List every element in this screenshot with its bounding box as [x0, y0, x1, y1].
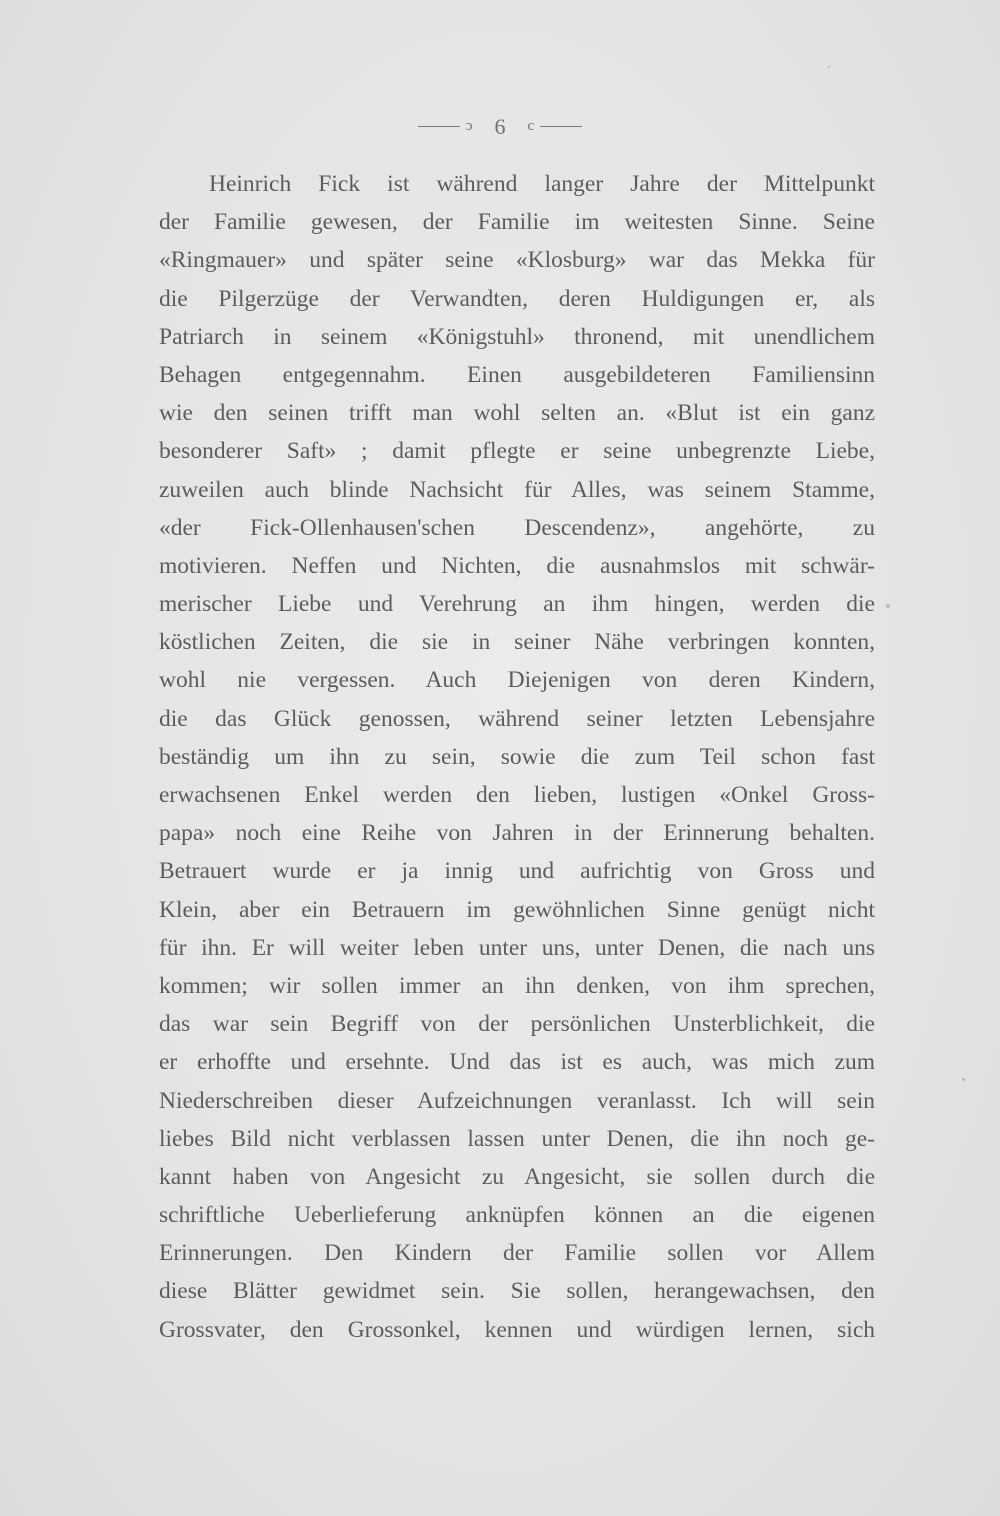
text-line: Betrauert wurde er ja innig und aufrichtig von Gross und [159, 858, 875, 885]
right-ornament: c [527, 118, 535, 135]
text-line: kannt haben von Angesicht zu Angesicht, sie sollen durch die [159, 1163, 875, 1190]
text-line: der Familie gewesen, der Familie im weitesten Sinne. Seine [159, 209, 875, 236]
text-line: das war sein Begriff von der persönlichen Unsterblichkeit, die [159, 1011, 875, 1038]
text-line: wie den seinen trifft man wohl selten an. «Blut ist ein ganz [159, 400, 875, 427]
text-line: merischer Liebe und Verehrung an ihm hingen, werden die [159, 591, 875, 618]
text-line: schriftliche Ueberlieferung anknüpfen können an die eigenen [159, 1202, 875, 1229]
text-line: wohl nie vergessen. Auch Diejenigen von deren Kindern, [159, 667, 875, 694]
text-line: die Pilgerzüge der Verwandten, deren Huldigungen er, als [159, 285, 875, 312]
text-line: Heinrich Fick ist während langer Jahre der Mittelpunkt [209, 171, 875, 197]
page-number: 6 [494, 113, 506, 139]
paper-speck [886, 604, 890, 608]
text-line: beständig um ihn zu sein, sowie die zum Teil schon fast [159, 743, 875, 770]
text-line: köstlichen Zeiten, die sie in seiner Nähe verbringen konnten, [159, 629, 875, 656]
paper-speck [962, 1078, 965, 1081]
text-line: erwachsenen Enkel werden den lieben, lustigen «Onkel Gross- [159, 782, 875, 808]
text-line: besonderer Saft» ; damit pflegte er seine unbegrenzte Liebe, [159, 438, 875, 465]
text-line: «Ringmauer» und später seine «Klosburg» war das Mekka für [159, 247, 875, 274]
text-line: für ihn. Er will weiter leben unter uns, unter Denen, die nach uns [159, 934, 875, 961]
text-line: kommen; wir sollen immer an ihn denken, von ihm sprechen, [159, 972, 875, 999]
page-header [0, 112, 1000, 142]
text-line: papa» noch eine Reihe von Jahren in der Erinnerung behalten. [159, 820, 875, 847]
text-line: Niederschreiben dieser Aufzeichnungen veranlasst. Ich will sein [159, 1087, 875, 1114]
right-rule [540, 126, 582, 127]
left-ornament: ɔ [465, 118, 473, 135]
text-line: die das Glück genossen, während seiner letzten Lebensjahre [159, 705, 875, 732]
text-line: diese Blätter gewidmet sein. Sie sollen, herangewachsen, den [159, 1278, 875, 1305]
text-line: Klein, aber ein Betrauern im gewöhnlichen Sinne genügt nicht [159, 896, 875, 923]
text-line: Patriarch in seinem «Königstuhl» thronend, mit unendlichem [159, 323, 875, 350]
text-line: Erinnerungen. Den Kindern der Familie sollen vor Allem [159, 1240, 875, 1267]
text-line: er erhoffte und ersehnte. Und das ist es auch, was mich zum [159, 1049, 875, 1076]
body-paragraph [159, 165, 875, 1349]
text-line: «der Fick-Ollenhausen'schen Descendenz», angehörte, zu [159, 514, 875, 541]
text-line: zuweilen auch blinde Nachsicht für Alles, was seinem Stamme, [159, 476, 875, 503]
text-line: Behagen entgegennahm. Einen ausgebildeteren Familiensinn [159, 361, 875, 388]
left-rule [418, 126, 460, 127]
paper-speck [828, 66, 830, 68]
text-line: Grossvater, den Grossonkel, kennen und würdigen lernen, sich [159, 1316, 875, 1343]
text-line: liebes Bild nicht verblassen lassen unter Denen, die ihn noch ge- [159, 1125, 875, 1152]
text-line: motivieren. Neffen und Nichten, die ausnahmslos mit schwär- [159, 552, 875, 579]
